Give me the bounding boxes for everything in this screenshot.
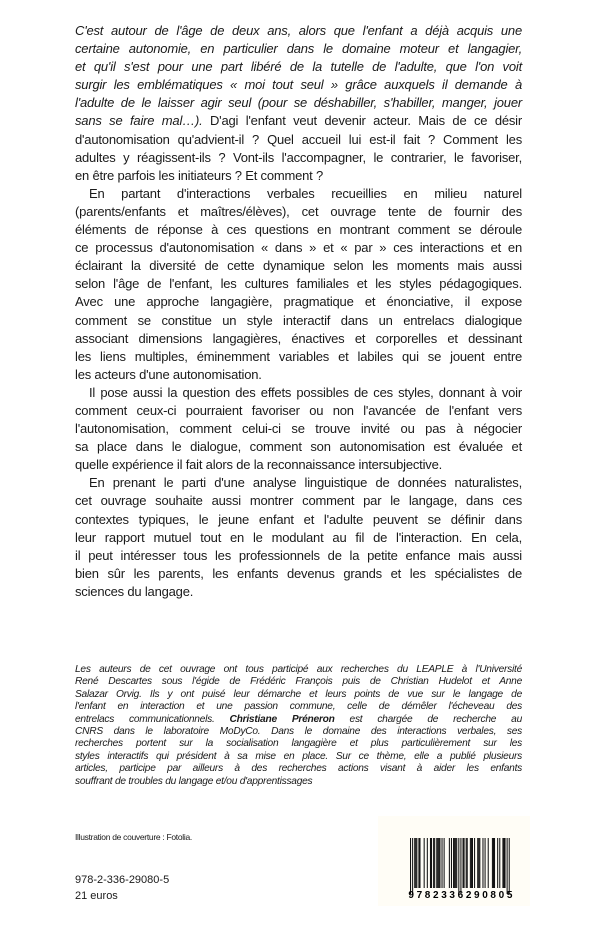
text-segment: sans se faire mal…). bbox=[75, 113, 203, 129]
text-line bbox=[75, 293, 522, 311]
text-line bbox=[75, 366, 522, 384]
isbn-price-block bbox=[75, 872, 169, 904]
barcode-bar bbox=[438, 838, 439, 888]
text-segment: éléments de réponse à ces questions en montrant comment se déroule bbox=[75, 222, 522, 238]
text-segment: éclairant la diversité de cette dynamique selon les moments mais aussi bbox=[75, 258, 522, 274]
text-segment: C'est autour de l'âge de deux ans, alors que l'enfant a déjà acquis une bbox=[75, 23, 522, 38]
text-line bbox=[75, 438, 522, 456]
text-line bbox=[75, 402, 522, 420]
text-segment: d'autonomisation qu'advient-il ? Quel accueil lui est-il fait ? Comment les bbox=[75, 131, 522, 147]
text-line bbox=[75, 726, 522, 738]
barcode-bar bbox=[454, 838, 455, 888]
text-line bbox=[75, 763, 522, 775]
barcode-bar bbox=[494, 838, 495, 888]
text-line bbox=[75, 565, 522, 583]
text-segment: Il pose aussi la question des effets possibles de ces styles, donnant à voir bbox=[89, 384, 522, 400]
text-segment: En partant d'interactions verbales recueillies en milieu naturel bbox=[89, 185, 522, 201]
text-segment: en être parfois les initiateurs ? Et comment ? bbox=[75, 167, 324, 183]
paragraph bbox=[75, 384, 522, 474]
barcode-bar bbox=[442, 838, 443, 888]
barcode-bar bbox=[471, 838, 472, 888]
text-segment: contextes typiques, le jeune enfant et l'adulte peuvent se définir dans bbox=[75, 511, 522, 527]
text-segment: leur rapport mutuel tout en le modulant au fil de l'interaction. En cela, bbox=[75, 529, 522, 545]
barcode-bar bbox=[466, 838, 467, 888]
text-segment: l'enfant en interaction et une passion commune, celle de démêler l'écheveau des bbox=[75, 701, 522, 713]
text-segment: ce processus d'autonomisation « dans » et « par » ces interactions et en bbox=[75, 240, 522, 256]
text-segment: CNRS dans le laboratoire MoDyCo. Dans le domaine des interactions verbales, ses bbox=[75, 725, 522, 737]
text-segment: quelle expérience il fait alors de la reconnaissance intersubjective. bbox=[75, 457, 443, 473]
text-segment: René Descartes sous l'égide de Frédéric François puis de Christian Hudelot et Anne bbox=[75, 676, 522, 688]
barcode-bar bbox=[453, 838, 454, 888]
barcode-bar bbox=[437, 838, 438, 888]
text-line bbox=[75, 701, 522, 713]
barcode-box bbox=[378, 816, 530, 906]
barcode-bar bbox=[418, 838, 419, 888]
barcode-bar bbox=[434, 838, 435, 888]
author-name: Christiane Préneron bbox=[229, 713, 335, 725]
text-segment: comment ceux-ci pourraient favoriser ou non l'avancée de l'enfant vers bbox=[75, 402, 522, 418]
text-line bbox=[75, 257, 522, 275]
paragraph bbox=[75, 22, 522, 185]
text-line bbox=[75, 776, 522, 788]
text-line bbox=[75, 714, 522, 726]
text-line bbox=[75, 94, 522, 112]
barcode-bar bbox=[492, 838, 493, 888]
author-bio bbox=[75, 664, 522, 788]
barcode-bar bbox=[464, 838, 465, 888]
barcode-bar bbox=[472, 838, 473, 888]
text-segment: surgir les emblématiques « moi tout seul » grâce auxquels il demande à bbox=[75, 77, 522, 93]
text-segment: selon l'âge de l'enfant, les cultures familiales et les styles pédagogiques. bbox=[75, 276, 522, 292]
back-cover-blurb bbox=[75, 22, 522, 601]
text-segment: les acteurs d'une autonomisation. bbox=[75, 366, 262, 382]
barcode-bar bbox=[479, 838, 480, 888]
text-segment: bien sûr les parents, les enfants devenus grands et les spécialistes de bbox=[75, 565, 522, 581]
text-segment: (parents/enfants et maîtres/élèves), cet ouvrage tente de fournir des bbox=[75, 203, 522, 219]
text-line bbox=[75, 751, 522, 763]
text-segment: Les auteurs de cet ouvrage ont tous participé aux recherches du LEAPLE à l'Université bbox=[75, 664, 522, 675]
barcode-bar bbox=[493, 838, 494, 888]
text-segment: les liens multiples, éminemment variables et labiles qui se jouent entre bbox=[75, 348, 522, 364]
barcode-bar bbox=[455, 838, 456, 888]
text-line bbox=[75, 738, 522, 750]
barcode-bar bbox=[436, 838, 437, 888]
barcode-bar bbox=[430, 838, 431, 888]
barcode-bar bbox=[431, 838, 432, 888]
text-segment: articles, participe par ailleurs à des recherches actions visant à aider les enfants bbox=[75, 763, 522, 775]
barcode-bar bbox=[449, 838, 450, 888]
text-segment: souffrant de troubles du langage et/ou d'apprentissages bbox=[75, 775, 313, 787]
barcode-bar bbox=[474, 838, 475, 888]
barcode-bar bbox=[477, 838, 478, 888]
text-line bbox=[75, 22, 522, 40]
text-line bbox=[75, 330, 522, 348]
text-segment: l'adulte de le laisser agir seul (pour se déshabiller, s'habiller, manger, jouer bbox=[75, 95, 522, 111]
text-line bbox=[75, 511, 522, 529]
text-line bbox=[75, 456, 522, 474]
text-segment: styles interactifs qui président à sa mise en place. Sur ce thème, elle a publié plusieurs bbox=[75, 750, 522, 762]
barcode-bar bbox=[412, 838, 413, 894]
barcode-bar bbox=[460, 838, 461, 894]
text-line bbox=[75, 203, 522, 221]
text-line bbox=[75, 131, 522, 149]
text-line bbox=[75, 185, 522, 203]
barcode-bar bbox=[467, 838, 468, 888]
barcode-bar bbox=[427, 838, 428, 888]
text-segment: et qu'il s'est pour une part libéré de la tutelle de l'adulte, que l'on voit bbox=[75, 59, 522, 75]
text-line bbox=[75, 420, 522, 438]
barcode-bar bbox=[458, 838, 459, 894]
text-line bbox=[75, 58, 522, 76]
barcode-bar bbox=[485, 838, 486, 888]
text-segment: recherches portent sur la socialisation langagière et plus particulièrement sur les bbox=[75, 738, 522, 750]
text-line bbox=[75, 583, 522, 601]
barcode-bar bbox=[410, 838, 411, 894]
text-line bbox=[75, 275, 522, 293]
text-line bbox=[75, 664, 522, 676]
text-segment: entrelacs communicationnels. bbox=[75, 713, 230, 725]
barcode-bar bbox=[470, 838, 471, 888]
price: 21 euros bbox=[75, 890, 118, 902]
paragraph bbox=[75, 185, 522, 384]
text-line bbox=[75, 547, 522, 565]
barcode-bar bbox=[416, 838, 417, 888]
text-line bbox=[75, 676, 522, 688]
text-segment: Salazar Orvig. Ils y ont puisé leur démarche et leurs points de vue sur le langage de bbox=[75, 688, 522, 700]
barcode-bar bbox=[433, 838, 434, 888]
text-line bbox=[75, 384, 522, 402]
barcode-bar bbox=[509, 838, 510, 894]
barcode-bar bbox=[451, 838, 452, 888]
isbn: 978-2-336-29080-5 bbox=[75, 874, 170, 886]
text-line bbox=[75, 221, 522, 239]
text-segment: sciences du langage. bbox=[75, 583, 194, 599]
ean13-barcode bbox=[400, 838, 513, 901]
text-segment: il peut intéresser tous les professionnels de la petite enfance mais aussi bbox=[75, 547, 522, 563]
text-segment: sa place dans le dialogue, comment son autonomisation est évaluée et bbox=[75, 439, 522, 455]
text-segment: cet ouvrage souhaite aussi montrer comment par le langage, dans ces bbox=[75, 493, 522, 509]
text-line bbox=[75, 492, 522, 510]
text-line bbox=[75, 40, 522, 58]
barcode-bar bbox=[414, 838, 415, 888]
text-segment: associant dimensions langagières, énactives et corporelles et dessinant bbox=[75, 330, 522, 346]
barcode-bar bbox=[488, 838, 489, 888]
text-line bbox=[75, 348, 522, 366]
barcode-bar bbox=[456, 838, 457, 888]
text-segment: est chargée de recherche au bbox=[334, 713, 522, 725]
text-segment: comment se constitue un style interactif dans un entrelacs dialogique bbox=[75, 312, 522, 328]
barcode-bar bbox=[478, 838, 479, 888]
barcode-bar bbox=[502, 838, 503, 888]
barcode-bar bbox=[424, 838, 425, 888]
barcode-bar bbox=[482, 838, 483, 888]
barcode-bar bbox=[419, 838, 420, 888]
text-line bbox=[75, 474, 522, 492]
text-segment: certaine autonomie, en particulier dans le domaine moteur et langagier, bbox=[75, 41, 522, 57]
barcode-bar bbox=[444, 838, 445, 888]
cover-illustration-credit: Illustration de couverture : Fotolia. bbox=[75, 832, 192, 842]
barcode-bar bbox=[415, 838, 416, 888]
text-line bbox=[75, 689, 522, 701]
text-line bbox=[75, 312, 522, 330]
barcode-bar bbox=[505, 838, 506, 888]
text-segment: D'agi l'enfant veut devenir acteur. Mais de ce désir bbox=[202, 113, 523, 129]
text-line bbox=[75, 112, 522, 130]
barcode-bar bbox=[507, 838, 508, 894]
text-line bbox=[75, 529, 522, 547]
paragraph bbox=[75, 474, 522, 601]
barcode-bar bbox=[499, 838, 500, 888]
text-segment: adultes y réagissent-ils ? Vont-ils l'accompagner, le contrarier, le favoriser, bbox=[75, 149, 522, 165]
barcode-bar bbox=[503, 838, 504, 888]
barcode-bar bbox=[439, 838, 440, 888]
barcode-bar bbox=[497, 838, 498, 888]
text-segment: Avec une approche langagière, pragmatique et énonciative, il expose bbox=[75, 294, 522, 310]
barcode-digits: 9782336290805 bbox=[408, 890, 513, 901]
text-line bbox=[75, 149, 522, 167]
text-line bbox=[75, 76, 522, 94]
text-segment: l'autonomisation, comment celui-ci se trouve invité ou pas à négocier bbox=[75, 421, 522, 437]
text-segment: En prenant le parti d'une analyse linguistique de données naturalistes, bbox=[89, 475, 522, 491]
barcode-bar bbox=[463, 838, 464, 888]
text-line bbox=[75, 167, 522, 185]
text-line bbox=[75, 239, 522, 257]
